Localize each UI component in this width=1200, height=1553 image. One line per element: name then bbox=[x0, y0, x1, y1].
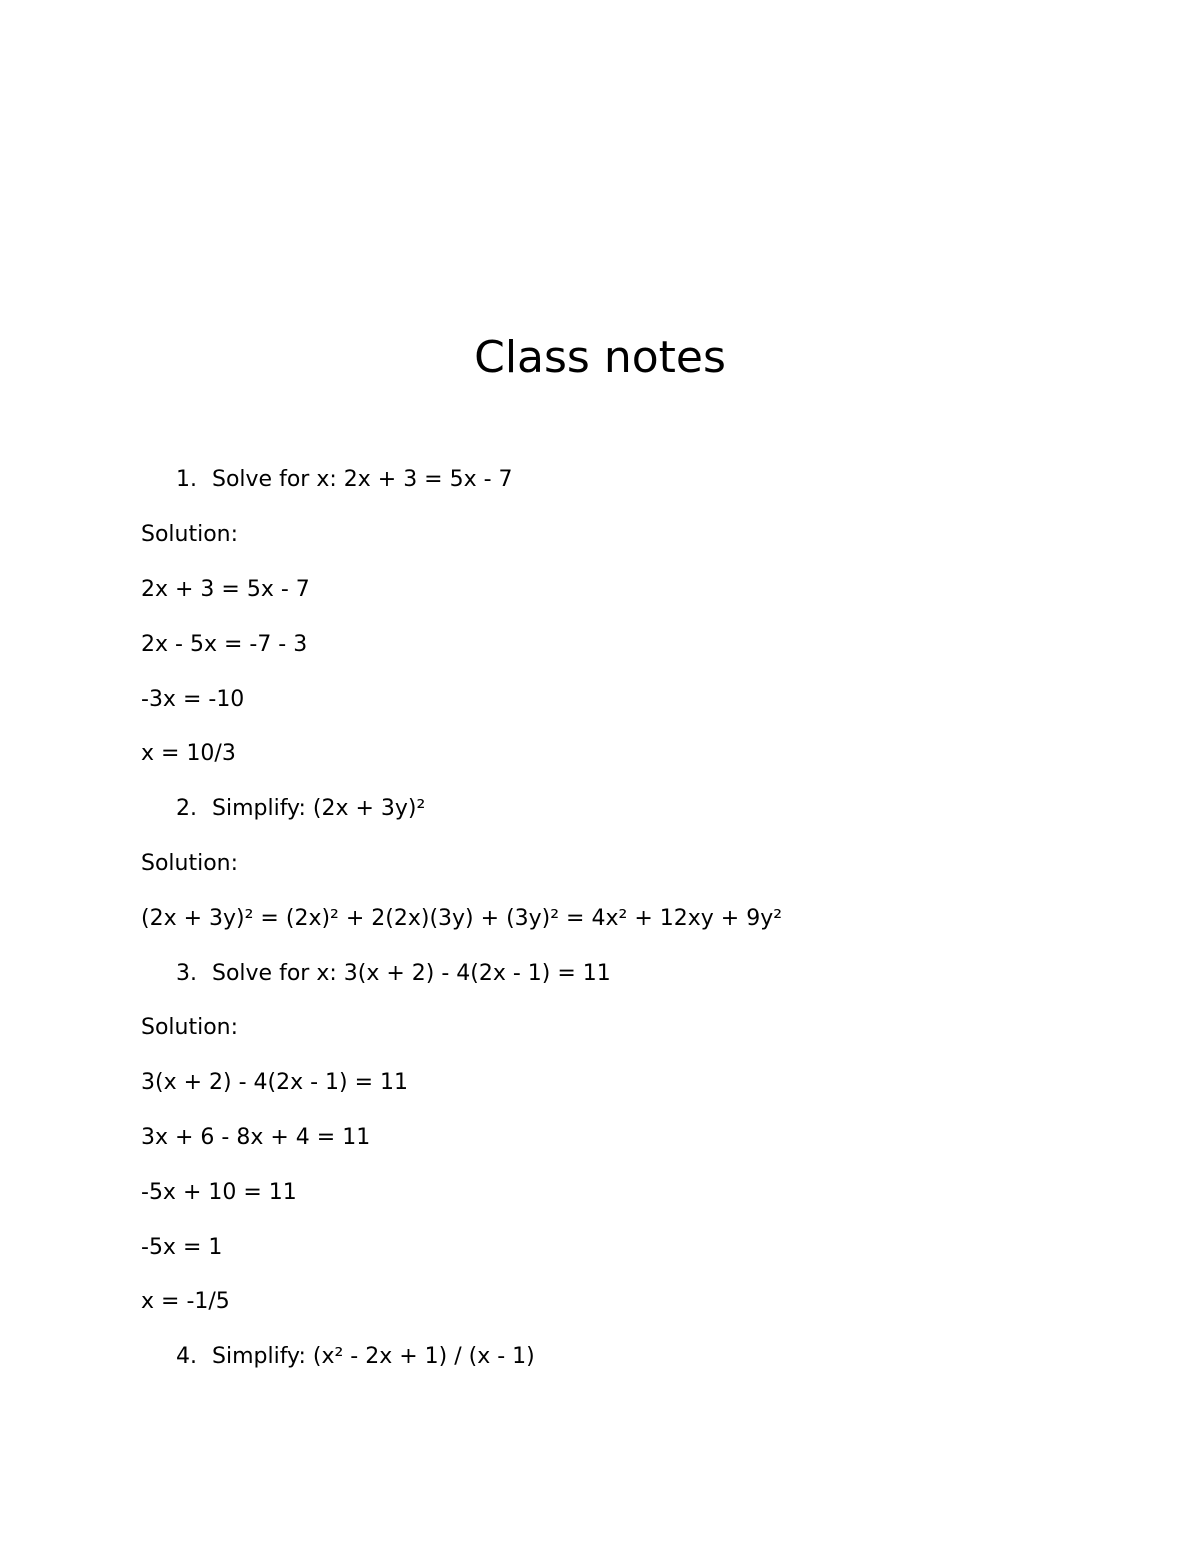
problem-number: 1. bbox=[176, 467, 197, 492]
problem-number: 2. bbox=[176, 796, 197, 821]
problem-3-prompt bbox=[176, 959, 611, 989]
problem-1-prompt bbox=[176, 465, 513, 495]
problem-3-step-2: 3x + 6 - 8x + 4 = 11 bbox=[141, 1125, 371, 1150]
problem-4-prompt bbox=[176, 1342, 535, 1372]
problem-1-solution-label: Solution: bbox=[141, 522, 239, 547]
problem-2-prompt bbox=[176, 794, 425, 824]
problem-3-step-4: -5x = 1 bbox=[141, 1235, 223, 1260]
problem-1-step-3: -3x = -10 bbox=[141, 687, 245, 712]
problem-3-step-1: 3(x + 2) - 4(2x - 1) = 11 bbox=[141, 1070, 409, 1095]
problem-text: Solve for x: 2x + 3 = 5x - 7 bbox=[212, 467, 513, 492]
problem-text: Solve for x: 3(x + 2) - 4(2x - 1) = 11 bbox=[212, 961, 611, 986]
problem-number: 4. bbox=[176, 1344, 197, 1369]
problem-1-step-1: 2x + 3 = 5x - 7 bbox=[141, 577, 310, 602]
problem-3-step-3: -5x + 10 = 11 bbox=[141, 1180, 297, 1205]
problem-1-step-4: x = 10/3 bbox=[141, 741, 236, 766]
problem-1-step-2: 2x - 5x = -7 - 3 bbox=[141, 632, 308, 657]
problem-3-solution-label: Solution: bbox=[141, 1015, 239, 1040]
problem-3-step-5: x = -1/5 bbox=[141, 1289, 230, 1314]
problem-2-solution-label: Solution: bbox=[141, 851, 239, 876]
problem-text: Simplify: (2x + 3y)² bbox=[212, 796, 426, 821]
problem-2-step-1: (2x + 3y)² = (2x)² + 2(2x)(3y) + (3y)² = 4x² + 12xy + 9y² bbox=[141, 906, 783, 931]
problem-text: Simplify: (x² - 2x + 1) / (x - 1) bbox=[212, 1344, 535, 1369]
problem-number: 3. bbox=[176, 961, 197, 986]
page-title: Class notes bbox=[474, 332, 726, 383]
